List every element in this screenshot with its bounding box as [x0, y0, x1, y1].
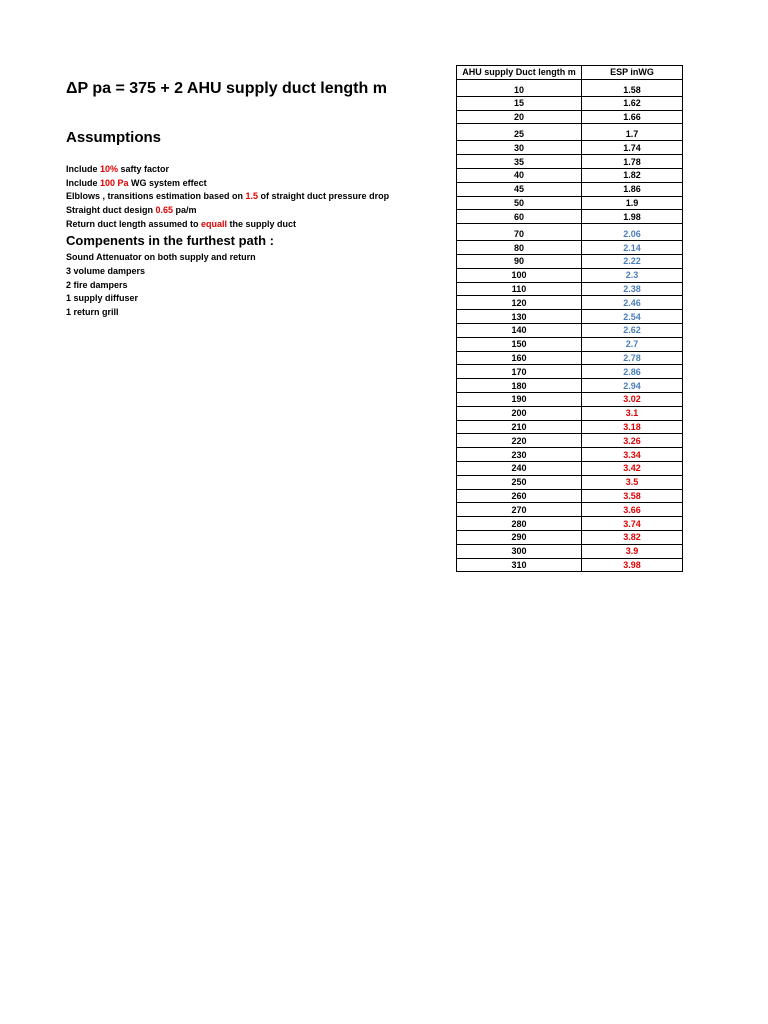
component-item: 2 fire dampers: [66, 280, 128, 290]
table-row: [457, 155, 683, 169]
esp-value-cell: 2.38: [582, 282, 683, 296]
table-row: [457, 434, 683, 448]
assumption-highlight: 1.5: [245, 191, 259, 201]
table-row: [457, 558, 683, 572]
duct-length-cell: 160: [457, 351, 582, 365]
esp-value-cell: 1.82: [582, 168, 683, 182]
table-row: [457, 241, 683, 255]
table-row: [457, 448, 683, 462]
table-row: [457, 530, 683, 544]
duct-length-cell: 60: [457, 210, 582, 224]
esp-value-cell: 1.86: [582, 182, 683, 196]
table-row: [457, 544, 683, 558]
duct-length-cell: 290: [457, 530, 582, 544]
assumption-highlight: equall: [201, 219, 228, 229]
assumption-text: Straight duct design: [66, 205, 156, 215]
table-row: [457, 96, 683, 110]
duct-length-cell: 30: [457, 141, 582, 155]
duct-length-cell: 260: [457, 489, 582, 503]
duct-length-cell: 70: [457, 224, 582, 241]
table-row: [457, 254, 683, 268]
esp-value-cell: 2.22: [582, 254, 683, 268]
table-row: [457, 210, 683, 224]
duct-length-cell: 45: [457, 182, 582, 196]
duct-length-cell: 240: [457, 461, 582, 475]
assumption-line-2: [66, 177, 207, 190]
assumption-text: Return duct length assumed to: [66, 219, 202, 229]
duct-length-cell: 140: [457, 323, 582, 337]
duct-length-cell: 90: [457, 254, 582, 268]
esp-value-cell: 3.9: [582, 544, 683, 558]
table-row: [457, 475, 683, 489]
esp-value-cell: 2.14: [582, 241, 683, 255]
table-row: [457, 141, 683, 155]
duct-length-cell: 230: [457, 448, 582, 462]
table-row: [457, 79, 683, 96]
esp-value-cell: 2.54: [582, 310, 683, 324]
duct-length-cell: 110: [457, 282, 582, 296]
esp-value-cell: 1.74: [582, 141, 683, 155]
esp-value-cell: 3.26: [582, 434, 683, 448]
table-row: [457, 323, 683, 337]
esp-value-cell: 2.3: [582, 268, 683, 282]
assumption-text: Include: [66, 178, 101, 188]
assumption-line-5: [66, 218, 296, 231]
duct-length-cell: 10: [457, 79, 582, 96]
component-item: 1 supply diffuser: [66, 293, 139, 303]
duct-length-cell: 40: [457, 168, 582, 182]
assumption-highlight: 100 Pa: [100, 178, 129, 188]
duct-length-cell: 15: [457, 96, 582, 110]
assumption-text: Include: [66, 164, 101, 174]
duct-length-cell: 80: [457, 241, 582, 255]
table-row: [457, 110, 683, 124]
duct-length-cell: 300: [457, 544, 582, 558]
esp-value-cell: 2.78: [582, 351, 683, 365]
assumption-line-4: [66, 204, 197, 217]
formula: ΔP pa = 375 + 2 AHU supply duct length m: [66, 80, 387, 97]
esp-value-cell: 3.82: [582, 530, 683, 544]
table-row: [457, 124, 683, 141]
esp-value-cell: 3.42: [582, 461, 683, 475]
esp-value-cell: 3.1: [582, 406, 683, 420]
assumption-text: pa/m: [173, 205, 197, 215]
duct-length-cell: 270: [457, 503, 582, 517]
esp-value-cell: 2.7: [582, 337, 683, 351]
esp-value-cell: 2.06: [582, 224, 683, 241]
table-header-row: [457, 66, 683, 80]
table-row: [457, 337, 683, 351]
duct-length-cell: 170: [457, 365, 582, 379]
assumption-text: the supply duct: [227, 219, 297, 229]
duct-length-cell: 50: [457, 196, 582, 210]
duct-length-cell: 100: [457, 268, 582, 282]
table-row: [457, 420, 683, 434]
assumption-line-3: [66, 190, 389, 203]
table-row: [457, 365, 683, 379]
assumption-text: Elblows , transitions estimation based on: [66, 191, 246, 201]
esp-value-cell: 1.58: [582, 79, 683, 96]
table-row: [457, 268, 683, 282]
duct-length-cell: 120: [457, 296, 582, 310]
duct-length-cell: 25: [457, 124, 582, 141]
table-row: [457, 489, 683, 503]
esp-value-cell: 2.62: [582, 323, 683, 337]
duct-length-cell: 280: [457, 517, 582, 531]
duct-length-cell: 250: [457, 475, 582, 489]
esp-value-cell: 1.78: [582, 155, 683, 169]
assumption-highlight: 10%: [100, 164, 119, 174]
components-title: Compenents in the furthest path :: [66, 233, 274, 248]
esp-value-cell: 1.9: [582, 196, 683, 210]
table-row: [457, 517, 683, 531]
esp-table: [456, 65, 683, 572]
duct-length-cell: 310: [457, 558, 582, 572]
table-row: [457, 168, 683, 182]
duct-length-cell: 35: [457, 155, 582, 169]
table-row: [457, 310, 683, 324]
assumption-text: WG system effect: [128, 178, 207, 188]
table-row: [457, 406, 683, 420]
duct-length-cell: 190: [457, 392, 582, 406]
table-row: [457, 379, 683, 393]
component-item: 3 volume dampers: [66, 266, 146, 276]
esp-value-cell: 2.46: [582, 296, 683, 310]
assumption-text: safty factor: [118, 164, 170, 174]
esp-value-cell: 3.74: [582, 517, 683, 531]
esp-value-cell: 1.7: [582, 124, 683, 141]
duct-length-cell: 210: [457, 420, 582, 434]
esp-value-cell: 1.62: [582, 96, 683, 110]
table-row: [457, 351, 683, 365]
assumption-line-1: [66, 163, 169, 176]
component-item: 1 return grill: [66, 307, 119, 317]
esp-value-cell: 1.66: [582, 110, 683, 124]
esp-value-cell: 2.86: [582, 365, 683, 379]
esp-table-body: [457, 79, 683, 572]
table-row: [457, 503, 683, 517]
table-row: [457, 392, 683, 406]
table-row: [457, 224, 683, 241]
esp-value-cell: 3.58: [582, 489, 683, 503]
esp-value-cell: 1.98: [582, 210, 683, 224]
table-row: [457, 182, 683, 196]
assumption-text: of straight duct pressure drop: [258, 191, 390, 201]
duct-length-cell: 150: [457, 337, 582, 351]
esp-value-cell: 3.98: [582, 558, 683, 572]
duct-length-cell: 220: [457, 434, 582, 448]
esp-value-cell: 3.18: [582, 420, 683, 434]
table-row: [457, 296, 683, 310]
esp-value-cell: 3.66: [582, 503, 683, 517]
assumptions-title: Assumptions: [66, 129, 162, 146]
header-duct-length: AHU supply Duct length m: [457, 66, 582, 80]
table-row: [457, 196, 683, 210]
duct-length-cell: 200: [457, 406, 582, 420]
table-row: [457, 461, 683, 475]
esp-value-cell: 3.34: [582, 448, 683, 462]
esp-value-cell: 3.5: [582, 475, 683, 489]
duct-length-cell: 20: [457, 110, 582, 124]
assumption-highlight: 0.65: [155, 205, 174, 215]
header-esp: ESP inWG: [582, 66, 683, 80]
duct-length-cell: 180: [457, 379, 582, 393]
table-row: [457, 282, 683, 296]
component-item: Sound Attenuator on both supply and return: [66, 252, 256, 262]
duct-length-cell: 130: [457, 310, 582, 324]
esp-value-cell: 2.94: [582, 379, 683, 393]
esp-value-cell: 3.02: [582, 392, 683, 406]
